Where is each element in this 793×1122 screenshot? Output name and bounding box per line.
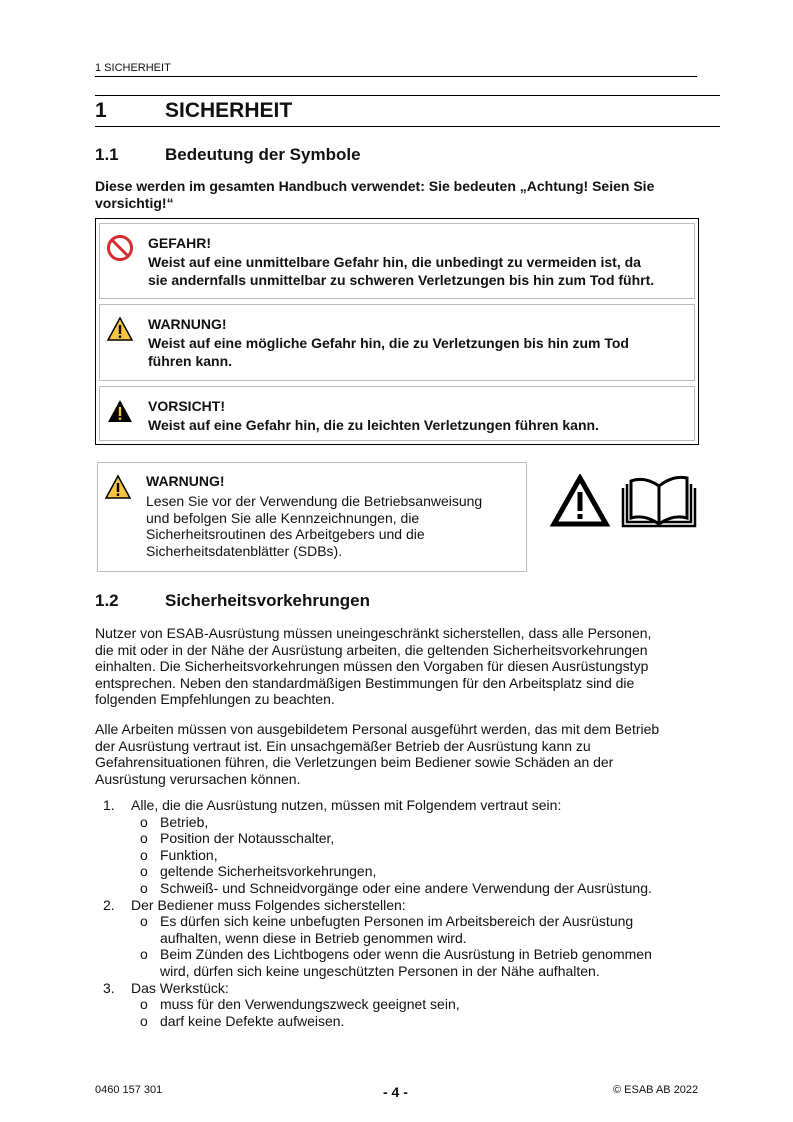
chapter-number: 1	[95, 99, 107, 122]
section-title: Sicherheitsvorkehrungen	[165, 591, 371, 610]
sub-list-item: wird, dürfen sich keine ungeschützten Personen in der Nähe aufhalten.	[160, 963, 600, 979]
sub-list-item: geltende Sicherheitsvorkehrungen,	[160, 863, 377, 880]
sub-list-item: Schweiß- und Schneidvorgänge oder eine andere Verwendung der Ausrüstung.	[160, 880, 652, 896]
bullet-icon: o	[140, 813, 148, 830]
bullet-icon: o	[140, 863, 148, 880]
sub-list-item: Es dürfen sich keine unbefugten Personen im Arbeitsbereich der Ausrüstung	[160, 913, 634, 930]
prohibition-icon	[106, 234, 134, 262]
notice-title: WARNUNG!	[146, 473, 225, 489]
list-number: 2.	[103, 896, 115, 913]
sub-list-item: muss für den Verwendungszweck geeignet sein,	[160, 996, 460, 1013]
doc-number: 0460 157 301	[95, 1084, 163, 1096]
warning-triangle-icon	[106, 315, 134, 343]
notice-title: VORSICHT!	[148, 398, 225, 414]
read-manual-warning: WARNUNG! Lesen Sie vor der Verwendung die Betriebsanweisung und befolgen Sie alle Kennzeichnungen, die Sicherheitsroutinen des Arbeitgebers und die Sicherheitsdatenblätter (SDBs).	[97, 462, 527, 572]
notice-caution: VORSICHT! Weist auf eine Gefahr hin, die zu leichten Verletzungen führen kann.	[99, 386, 695, 441]
warning-triangle-icon	[104, 473, 132, 501]
sub-list-item: Funktion,	[160, 846, 218, 863]
sub-list-item: Beim Zünden des Lichtbogens oder wenn die Ausrüstung in Betrieb genommen	[160, 946, 652, 963]
running-header: 1 SICHERHEIT	[95, 62, 171, 74]
list-number: 1.	[103, 797, 115, 813]
bullet-icon: o	[140, 830, 148, 847]
bullet-icon: o	[140, 1012, 148, 1029]
hazard-legend-box	[95, 218, 699, 445]
notice-title: WARNUNG!	[148, 316, 227, 332]
section-number: 1.1	[95, 145, 119, 164]
bullet-icon: o	[140, 913, 148, 930]
chapter-rule-top	[95, 95, 720, 96]
sub-list-item: Betrieb,	[160, 813, 209, 830]
copyright: © ESAB AB 2022	[613, 1084, 699, 1096]
bullet-icon: o	[140, 880, 148, 896]
list-item: Das Werkstück:	[131, 979, 229, 996]
list-number: 3.	[103, 979, 115, 996]
bullet-icon: o	[140, 946, 148, 963]
section-intro: Diese werden im gesamten Handbuch verwendet: Sie bedeuten „Achtung! Seien Sie vorsichtig!“	[95, 178, 655, 211]
paragraph: Alle Arbeiten müssen von ausgebildetem Personal ausgeführt werden, das mit dem Betrieb der Ausrüstung vertraut ist. Ein unsachgemäßer Betrieb der Ausrüstung kann zu Gefahrensituationen führen, die Verletzungen beim Bediener sowie Schäden an der Ausrüstung verursachen können.	[95, 721, 660, 787]
chapter-rule-bottom	[95, 126, 720, 127]
list-item: Der Bediener muss Folgendes sicherstellen:	[131, 896, 406, 913]
chapter-title: SICHERHEIT	[165, 99, 293, 122]
notice-title: GEFAHR!	[148, 235, 211, 251]
warning-symbol-icon	[550, 474, 610, 528]
sub-list-item: darf keine Defekte aufweisen.	[160, 1012, 345, 1029]
read-manual-book-icon	[620, 474, 698, 528]
paragraph: Nutzer von ESAB-Ausrüstung müssen uneingeschränkt sicherstellen, dass alle Personen, die mit oder in der Nähe der Ausrüstung arbeiten, die geltenden Sicherheitsvorkehrungen einhalten. Die Sicherheitsvorkehrungen müssen den Vorgaben für diesen Ausrüstungstyp entsprechen. Neben den standardmäßigen Bestimmungen für den Arbeitsplatz sind die folgenden Empfehlungen zu beachten.	[95, 625, 652, 708]
caution-triangle-icon	[106, 397, 134, 425]
bullet-icon: o	[140, 846, 148, 863]
sub-list-item: Position der Notausschalter,	[160, 830, 335, 847]
header-rule	[95, 76, 697, 77]
bullet-icon: o	[140, 996, 148, 1013]
list-item: Alle, die die Ausrüstung nutzen, müssen mit Folgendem vertraut sein:	[131, 797, 562, 813]
section-title: Bedeutung der Symbole	[165, 145, 361, 164]
page-number: - 4 -	[383, 1084, 408, 1100]
notice-danger: GEFAHR! Weist auf eine unmittelbare Gefahr hin, die unbedingt zu vermeiden ist, da sie andernfalls unmittelbar zu schweren Verletzungen bis hin zum Tod führt.	[99, 223, 695, 299]
notice-warning: WARNUNG! Weist auf eine mögliche Gefahr hin, die zu Verletzungen bis hin zum Tod führen kann.	[99, 304, 695, 381]
section-number: 1.2	[95, 591, 119, 610]
sub-list-item: aufhalten, wenn diese in Betrieb genommen wird.	[160, 929, 467, 946]
